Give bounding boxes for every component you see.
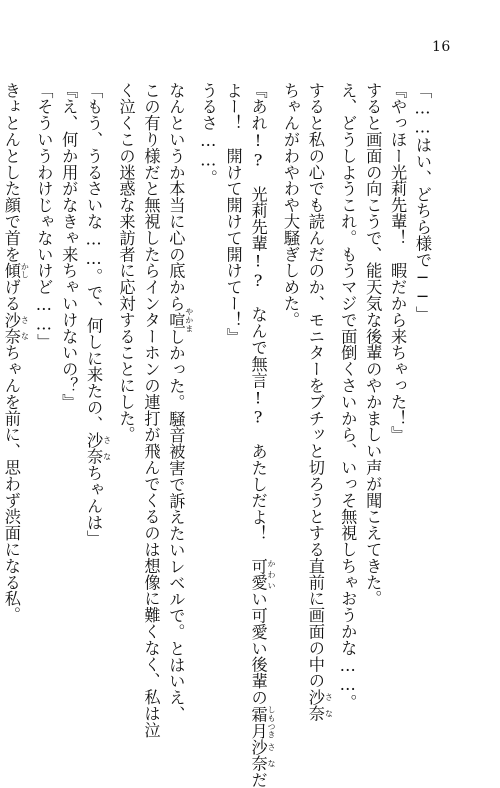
text-line-12: く泣くこの迷惑な来訪者に応対することにした。 xyxy=(116,82,136,443)
text-line-5: すると私の心でも読んだのか、モニターをブチッと切ろうとする直前に画面の中の沙奈 さな xyxy=(305,82,335,722)
text-line-1: 「……はい、どちら様で──」 xyxy=(413,82,432,323)
ruby-text: 霜月 しもつき xyxy=(248,705,278,739)
ruby-text: 沙奈 さな xyxy=(248,738,278,772)
text-line-10: なんというか本当に心の底から喧 やかましかった。騒音被害で訴えたいレベルで。とはいえ、 xyxy=(166,82,195,723)
text-line-6: ちゃんがわやわや大騒ぎしめた。 xyxy=(280,82,300,328)
ruby-text: 沙奈 さな xyxy=(84,432,113,465)
text-line-8: よー！ 開けて開けて開けてー！』 xyxy=(223,82,243,345)
text-line-11: この有り様だと無視したらインターホンの連打が飛んでくるのは想像に難くなく、私は泣 xyxy=(141,82,161,738)
text-line-16: きょとんとした顔で首を傾 かしげる沙奈 さなちゃんを前に、思わず渋面になる私。 xyxy=(1,82,31,624)
ruby-text: 沙奈 さな xyxy=(1,311,31,345)
text-line-2: 『やっほー光莉先輩！ 暇だから来ちゃった！』 xyxy=(388,82,408,443)
text-line-4: え、どうしようこれ。もうマジで面倒くさいから、いっそ無視しちゃおうかな……。 xyxy=(338,82,358,711)
ruby-text: 可愛 かわい xyxy=(248,558,278,591)
ruby-text: 沙奈 さな xyxy=(305,688,335,722)
text-line-13: 「もう、うるさいな……。で、何しに来たの、沙奈 さなちゃんは」 xyxy=(84,82,113,547)
text-line-15: 「そういうわけじゃないけど……」 xyxy=(34,82,54,350)
vertical-text-block xyxy=(0,82,434,788)
page-number: 16 xyxy=(432,39,451,55)
text-line-9: うるさ……。 xyxy=(198,82,218,186)
ruby-text: 傾 かし xyxy=(1,262,31,279)
text-line-14: 『え、何か用がなきゃ来ちゃいけないの？』 xyxy=(59,82,79,410)
text-line-7: 『あれ!? 光莉先輩!? なんで無言!? あたしだよ！ 可愛 かわいい可愛い後輩の霜月 しもつき沙奈 さなだ xyxy=(248,82,278,788)
text-line-3: すると画面の向こうで、能天気な後輩のやかましい声が聞こえてきた。 xyxy=(363,82,383,607)
ruby-text: 喧 やかま xyxy=(166,307,195,333)
